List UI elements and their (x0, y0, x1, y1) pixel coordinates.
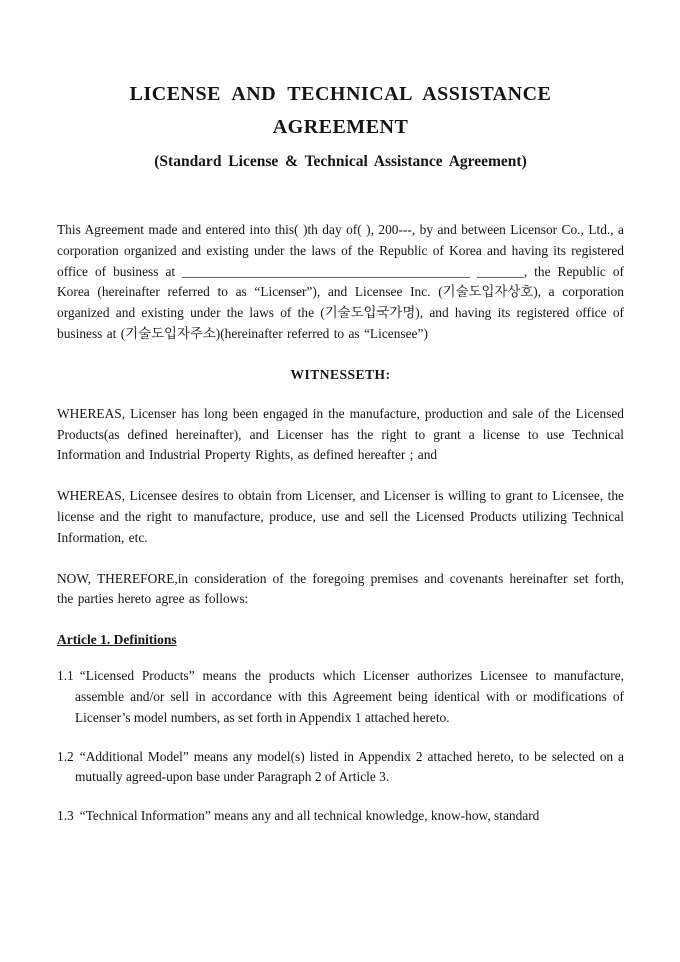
clause-1-2-number: 1.2 (57, 748, 74, 764)
clause-1-3-text: “Technical Information” means any and all technical knowledge, know-how, standard (79, 808, 540, 824)
preamble-paragraph: This Agreement made and entered into this( )th day of( ), 200---, by and between Licensor Co., Ltd., a corporation organized and existing under the laws of the Republic of Korea and having its registered office of business at ___________________________________________ _______, the Republic of Korea (hereinafter referred to as “Licenser”), and Licensee Inc. (기술도입자상호), a corporation organized and existing under the laws of the (기술도입국가명), and having its registered office of business at (기술도입자주소)(hereinafter referred to as “Licensee”) (57, 222, 624, 341)
clause-1-1 (57, 666, 624, 728)
clause-1-1-number: 1.1 (57, 668, 74, 684)
whereas-clause-2: WHEREAS, Licensee desires to obtain from Licenser, and Licenser is willing to grant to Licensee, the license and the right to manufacture, produce, use and sell the Licensed Products utilizing Technical Information, etc. (57, 488, 624, 545)
document-title: LICENSE AND TECHNICAL ASSISTANCE AGREEMENT (129, 83, 552, 138)
clause-1-3-number: 1.3 (57, 808, 74, 824)
now-therefore-paragraph: NOW, THEREFORE,in consideration of the foregoing premises and covenants hereinafter set forth, the parties hereto agree as follows: (57, 570, 624, 607)
witnesseth-heading: WITNESSETH: (290, 366, 391, 382)
clause-1-3 (57, 806, 624, 827)
whereas-clause-1: WHEREAS, Licenser has long been engaged in the manufacture, production and sale of the Licensed Products(as defined hereinafter), and Licenser has the right to grant a license to use Technical Information and Industrial Property Rights, as defined hereafter ; and (57, 405, 624, 463)
clause-1-1-text: “Licensed Products” means the products which Licenser authorizes Licensee to manufacture, assemble and/or sell in accordance with this Agreement being identical with or modifications of Licenser’s model numbers, as set forth in Appendix 1 attached hereto. (75, 668, 624, 725)
clause-1-2 (57, 747, 624, 789)
article-1-heading: Article 1. Definitions (57, 632, 177, 648)
document-subtitle: (Standard License & Technical Assistance Agreement) (154, 153, 527, 170)
clause-1-2-text: “Additional Model” means any model(s) listed in Appendix 2 attached hereto, to be selected on a mutually agreed-upon base under Paragraph 2 of Article 3. (75, 748, 624, 785)
